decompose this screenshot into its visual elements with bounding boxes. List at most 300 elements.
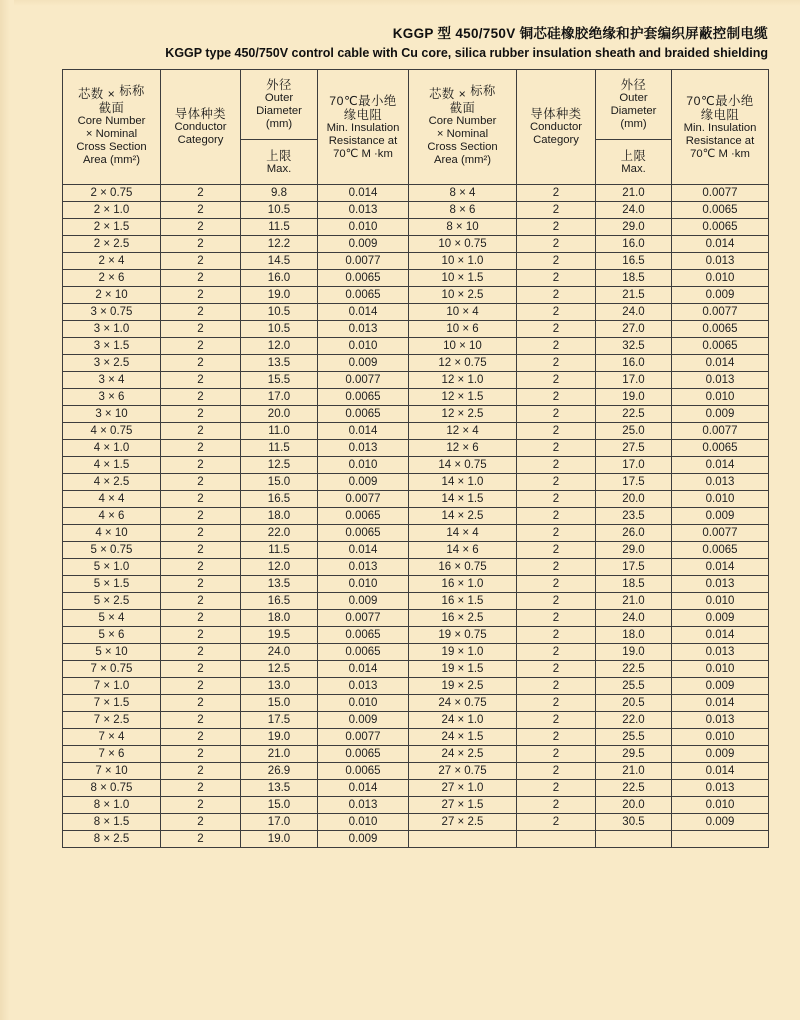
- table-row: [63, 474, 769, 491]
- table-cell: 12.5: [241, 457, 318, 474]
- table-cell: 15.0: [241, 695, 318, 712]
- table-cell: 0.0077: [318, 253, 409, 270]
- table-cell: 13.5: [241, 780, 318, 797]
- table-cell: 0.0065: [672, 542, 769, 559]
- table-cell: 23.5: [596, 508, 672, 525]
- page-title-en: KGGP type 450/750V control cable with Cu core, silica rubber insulation sheath and braided shielding: [165, 46, 768, 60]
- table-cell: 2: [517, 440, 596, 457]
- table-cell: 2: [161, 695, 241, 712]
- table-row: [63, 321, 769, 338]
- table-cell: 0.009: [672, 814, 769, 831]
- table-cell: 18.0: [596, 627, 672, 644]
- table-cell: 27.5: [596, 440, 672, 457]
- table-cell: 0.0065: [672, 219, 769, 236]
- table-cell: 15.0: [241, 797, 318, 814]
- table-cell: 21.5: [596, 287, 672, 304]
- table-cell: 2: [517, 610, 596, 627]
- table-cell: 2: [161, 780, 241, 797]
- table-cell: 0.010: [318, 576, 409, 593]
- table-cell: 0.0077: [318, 491, 409, 508]
- table-cell: 29.0: [596, 542, 672, 559]
- table-cell: 0.013: [672, 372, 769, 389]
- table-cell: 4 × 4: [63, 491, 161, 508]
- header-resistance-left: 70℃最小绝 缘电阻 Min. Insulation Resistance at 70℃ M ·km: [318, 70, 409, 185]
- table-cell: [596, 831, 672, 848]
- table-row: [63, 814, 769, 831]
- table-cell: 12.0: [241, 559, 318, 576]
- table-cell: 27 × 1.5: [409, 797, 517, 814]
- table-row: [63, 338, 769, 355]
- table-cell: 21.0: [596, 593, 672, 610]
- table-cell: 2: [161, 355, 241, 372]
- table-cell: 0.009: [318, 593, 409, 610]
- table-cell: 32.5: [596, 338, 672, 355]
- table-row: [63, 729, 769, 746]
- table-cell: 0.013: [672, 712, 769, 729]
- table-cell: 3 × 4: [63, 372, 161, 389]
- header-resistance-right: 70℃最小绝 缘电阻 Min. Insulation Resistance at 70℃ M ·km: [672, 70, 769, 185]
- table-cell: 2: [517, 525, 596, 542]
- table-cell: 0.010: [672, 270, 769, 287]
- table-cell: 2: [517, 695, 596, 712]
- table-cell: 2: [517, 304, 596, 321]
- table-cell: 0.013: [672, 576, 769, 593]
- table-cell: 2: [161, 406, 241, 423]
- table-header: [63, 70, 769, 185]
- table-cell: 2: [161, 627, 241, 644]
- table-row: [63, 610, 769, 627]
- table-cell: 2: [517, 644, 596, 661]
- table-row: [63, 576, 769, 593]
- table-cell: 0.0077: [672, 423, 769, 440]
- table-cell: 24.0: [241, 644, 318, 661]
- table-cell: 19.0: [241, 287, 318, 304]
- table-cell: 5 × 6: [63, 627, 161, 644]
- table-cell: 0.010: [318, 457, 409, 474]
- table-row: [63, 661, 769, 678]
- table-cell: 0.014: [672, 457, 769, 474]
- table-row: [63, 627, 769, 644]
- table-cell: [672, 831, 769, 848]
- table-cell: 19.0: [241, 831, 318, 848]
- table-cell: 2: [161, 338, 241, 355]
- table-cell: 2: [517, 372, 596, 389]
- table-cell: 2: [161, 678, 241, 695]
- table-cell: 11.5: [241, 219, 318, 236]
- table-cell: 15.0: [241, 474, 318, 491]
- table-cell: 18.0: [241, 508, 318, 525]
- table-cell: 2: [517, 389, 596, 406]
- table-cell: 2: [517, 219, 596, 236]
- table-cell: 0.010: [672, 661, 769, 678]
- table-cell: 2: [161, 797, 241, 814]
- table-cell: 0.010: [318, 695, 409, 712]
- table-cell: 12 × 1.5: [409, 389, 517, 406]
- table-cell: 2: [161, 474, 241, 491]
- table-cell: 2 × 10: [63, 287, 161, 304]
- table-cell: 0.013: [318, 559, 409, 576]
- table-cell: 2: [161, 304, 241, 321]
- table-cell: 12 × 4: [409, 423, 517, 440]
- table-cell: 0.0077: [672, 525, 769, 542]
- table-cell: 0.013: [318, 321, 409, 338]
- table-cell: 16.5: [241, 593, 318, 610]
- table-cell: 0.0065: [318, 627, 409, 644]
- table-cell: 17.5: [241, 712, 318, 729]
- table-cell: 0.0065: [318, 389, 409, 406]
- table-row: [63, 593, 769, 610]
- table-cell: 16 × 0.75: [409, 559, 517, 576]
- table-cell: 0.014: [672, 559, 769, 576]
- table-cell: 2: [517, 406, 596, 423]
- table-cell: 11.5: [241, 440, 318, 457]
- table-cell: 0.009: [318, 355, 409, 372]
- table-cell: 20.0: [596, 797, 672, 814]
- table-cell: 10.5: [241, 321, 318, 338]
- table-cell: 0.014: [672, 236, 769, 253]
- table-cell: 2: [517, 491, 596, 508]
- table-cell: 19.5: [241, 627, 318, 644]
- table-cell: 2: [517, 797, 596, 814]
- table-cell: 9.8: [241, 185, 318, 202]
- cable-spec-table: [62, 69, 769, 848]
- table-cell: 27 × 2.5: [409, 814, 517, 831]
- table-cell: 2: [517, 780, 596, 797]
- table-cell: 0.014: [318, 542, 409, 559]
- table-cell: 2 × 1.5: [63, 219, 161, 236]
- header-outer-max-left: 上限 Max.: [241, 140, 318, 185]
- table-cell: 0.010: [318, 814, 409, 831]
- table-cell: 4 × 1.0: [63, 440, 161, 457]
- table-cell: 2: [517, 661, 596, 678]
- table-cell: 16.0: [241, 270, 318, 287]
- table-cell: 4 × 10: [63, 525, 161, 542]
- table-cell: 24.0: [596, 304, 672, 321]
- table-cell: 0.0065: [318, 644, 409, 661]
- table-row: [63, 236, 769, 253]
- table-cell: 0.009: [672, 287, 769, 304]
- table-cell: 0.009: [672, 678, 769, 695]
- table-cell: 20.5: [596, 695, 672, 712]
- table-cell: 2: [161, 236, 241, 253]
- table-cell: 24 × 0.75: [409, 695, 517, 712]
- table-cell: 2: [517, 746, 596, 763]
- table-cell: 0.013: [318, 797, 409, 814]
- table-cell: 2: [161, 457, 241, 474]
- table-cell: 8 × 4: [409, 185, 517, 202]
- table-cell: 0.009: [672, 610, 769, 627]
- table-cell: 11.5: [241, 542, 318, 559]
- table-row: [63, 678, 769, 695]
- table-row: [63, 270, 769, 287]
- table-cell: 2: [517, 202, 596, 219]
- table-cell: 18.0: [241, 610, 318, 627]
- table-cell: 0.013: [672, 780, 769, 797]
- table-cell: 3 × 0.75: [63, 304, 161, 321]
- table-cell: 5 × 2.5: [63, 593, 161, 610]
- table-row: [63, 372, 769, 389]
- table-cell: 25.0: [596, 423, 672, 440]
- table-cell: 2: [517, 729, 596, 746]
- table-cell: 25.5: [596, 678, 672, 695]
- header-core-left: 芯数 × 标称 截面 Core Number × Nominal Cross Section Area (mm²): [63, 70, 161, 185]
- table-cell: 19 × 0.75: [409, 627, 517, 644]
- table-cell: 22.5: [596, 406, 672, 423]
- table-cell: 18.5: [596, 576, 672, 593]
- table-cell: 14 × 1.0: [409, 474, 517, 491]
- table-cell: 0.0065: [318, 763, 409, 780]
- table-cell: 12 × 1.0: [409, 372, 517, 389]
- table-cell: 30.5: [596, 814, 672, 831]
- table-cell: 0.013: [318, 440, 409, 457]
- table-row: [63, 712, 769, 729]
- table-cell: 20.0: [241, 406, 318, 423]
- header-outer-right: 外径 Outer Diameter (mm): [596, 70, 672, 140]
- table-cell: 2: [161, 253, 241, 270]
- table-cell: 0.0077: [318, 372, 409, 389]
- table-cell: 16.0: [596, 236, 672, 253]
- table-cell: 2: [517, 185, 596, 202]
- table-row: [63, 304, 769, 321]
- table-cell: 15.5: [241, 372, 318, 389]
- table-cell: 0.013: [672, 644, 769, 661]
- table-cell: 2 × 2.5: [63, 236, 161, 253]
- table-cell: 2: [517, 542, 596, 559]
- table-cell: 12.0: [241, 338, 318, 355]
- table-cell: 10.5: [241, 304, 318, 321]
- table-cell: 16 × 1.5: [409, 593, 517, 610]
- table-cell: 2: [517, 287, 596, 304]
- table-cell: 2: [161, 508, 241, 525]
- table-cell: 19 × 1.0: [409, 644, 517, 661]
- table-cell: 3 × 1.0: [63, 321, 161, 338]
- table-cell: 2: [161, 712, 241, 729]
- table-cell: 2: [517, 253, 596, 270]
- table-row: [63, 355, 769, 372]
- table-cell: 0.0065: [318, 746, 409, 763]
- header-outer-left: 外径 Outer Diameter (mm): [241, 70, 318, 140]
- table-cell: 16.0: [596, 355, 672, 372]
- table-cell: 2: [517, 321, 596, 338]
- table-cell: 0.010: [318, 338, 409, 355]
- table-cell: 0.014: [318, 423, 409, 440]
- table-cell: 19.0: [241, 729, 318, 746]
- table-cell: 2 × 0.75: [63, 185, 161, 202]
- table-cell: 0.0065: [672, 338, 769, 355]
- table-cell: 27 × 0.75: [409, 763, 517, 780]
- table-row: [63, 423, 769, 440]
- table-cell: 22.5: [596, 780, 672, 797]
- table-row: [63, 491, 769, 508]
- table-cell: 2: [517, 474, 596, 491]
- table-cell: 0.009: [672, 406, 769, 423]
- table-cell: 11.0: [241, 423, 318, 440]
- table-cell: 22.0: [596, 712, 672, 729]
- table-cell: 2: [161, 559, 241, 576]
- table-cell: 0.009: [318, 236, 409, 253]
- table-cell: 8 × 1.5: [63, 814, 161, 831]
- table-cell: 10 × 1.0: [409, 253, 517, 270]
- table-cell: 10 × 2.5: [409, 287, 517, 304]
- table-row: [63, 780, 769, 797]
- table-row: [63, 542, 769, 559]
- table-cell: 7 × 1.5: [63, 695, 161, 712]
- table-cell: 2: [161, 372, 241, 389]
- table-cell: 2: [161, 593, 241, 610]
- table-row: [63, 746, 769, 763]
- table-cell: 12 × 6: [409, 440, 517, 457]
- table-cell: 0.0077: [318, 610, 409, 627]
- table-cell: 16 × 2.5: [409, 610, 517, 627]
- table-cell: 0.014: [318, 304, 409, 321]
- table-cell: 0.0065: [318, 508, 409, 525]
- table-cell: 2: [161, 763, 241, 780]
- table-cell: 0.014: [318, 185, 409, 202]
- table-cell: 3 × 6: [63, 389, 161, 406]
- table-cell: 0.014: [318, 661, 409, 678]
- table-cell: 22.0: [241, 525, 318, 542]
- table-cell: 2: [161, 270, 241, 287]
- table-cell: 5 × 4: [63, 610, 161, 627]
- table-cell: 5 × 0.75: [63, 542, 161, 559]
- table-cell: 21.0: [596, 763, 672, 780]
- table-cell: 2: [517, 593, 596, 610]
- table-cell: 0.010: [672, 797, 769, 814]
- table-cell: 2: [517, 712, 596, 729]
- table-cell: 2: [161, 729, 241, 746]
- table-cell: 10 × 1.5: [409, 270, 517, 287]
- table-cell: 0.014: [672, 355, 769, 372]
- page: [62, 0, 768, 848]
- table-cell: 0.014: [318, 780, 409, 797]
- table-cell: 21.0: [596, 185, 672, 202]
- table-cell: 5 × 1.5: [63, 576, 161, 593]
- table-cell: 12.5: [241, 661, 318, 678]
- table-cell: 2: [517, 270, 596, 287]
- table-cell: 17.0: [241, 814, 318, 831]
- table-cell: 5 × 1.0: [63, 559, 161, 576]
- table-cell: 2: [161, 423, 241, 440]
- table-row: [63, 695, 769, 712]
- table-cell: 4 × 2.5: [63, 474, 161, 491]
- table-cell: 2: [161, 202, 241, 219]
- table-cell: 13.0: [241, 678, 318, 695]
- table-row: [63, 406, 769, 423]
- table-row: [63, 559, 769, 576]
- table-cell: 0.0065: [318, 287, 409, 304]
- table-cell: 12 × 2.5: [409, 406, 517, 423]
- table-cell: 0.0065: [672, 440, 769, 457]
- table-cell: 7 × 2.5: [63, 712, 161, 729]
- table-cell: 0.0065: [318, 525, 409, 542]
- table-cell: 2 × 6: [63, 270, 161, 287]
- table-cell: 0.0065: [672, 321, 769, 338]
- table-cell: 14 × 4: [409, 525, 517, 542]
- table-cell: 14.5: [241, 253, 318, 270]
- table-cell: 8 × 10: [409, 219, 517, 236]
- table-cell: 0.010: [318, 219, 409, 236]
- table-cell: 14 × 0.75: [409, 457, 517, 474]
- table-cell: 0.010: [672, 491, 769, 508]
- table-cell: 2: [161, 610, 241, 627]
- table-cell: 0.014: [672, 695, 769, 712]
- table-cell: 24.0: [596, 202, 672, 219]
- table-cell: 19 × 1.5: [409, 661, 517, 678]
- table-cell: 7 × 1.0: [63, 678, 161, 695]
- table-cell: 0.010: [672, 593, 769, 610]
- table-cell: 3 × 10: [63, 406, 161, 423]
- table-cell: 2: [517, 627, 596, 644]
- table-cell: 24 × 1.0: [409, 712, 517, 729]
- table-cell: 2: [161, 491, 241, 508]
- table-cell: 26.0: [596, 525, 672, 542]
- table-cell: 10 × 6: [409, 321, 517, 338]
- table-cell: 0.010: [672, 729, 769, 746]
- table-cell: 22.5: [596, 661, 672, 678]
- table-cell: 13.5: [241, 355, 318, 372]
- table-row: [63, 644, 769, 661]
- table-cell: 0.014: [672, 763, 769, 780]
- table-cell: 2 × 1.0: [63, 202, 161, 219]
- table-row: [63, 253, 769, 270]
- page-title-cn: KGGP 型 450/750V 铜芯硅橡胶绝缘和护套编织屏蔽控制电缆: [392, 26, 768, 41]
- table-cell: 2: [517, 763, 596, 780]
- table-cell: 2: [517, 678, 596, 695]
- table-cell: 0.010: [672, 389, 769, 406]
- table-cell: 19.0: [596, 644, 672, 661]
- table-cell: 2: [161, 525, 241, 542]
- table-cell: 29.5: [596, 746, 672, 763]
- table-cell: 17.5: [596, 474, 672, 491]
- table-cell: 2: [517, 355, 596, 372]
- table-cell: 0.009: [672, 746, 769, 763]
- table-cell: 7 × 0.75: [63, 661, 161, 678]
- table-row: [63, 831, 769, 848]
- table-row: [63, 287, 769, 304]
- table-cell: 7 × 6: [63, 746, 161, 763]
- table-cell: 0.0065: [318, 406, 409, 423]
- table-cell: 10 × 0.75: [409, 236, 517, 253]
- table-cell: 2: [517, 559, 596, 576]
- table-cell: 29.0: [596, 219, 672, 236]
- table-cell: 24.0: [596, 610, 672, 627]
- table-cell: 0.0065: [318, 270, 409, 287]
- table-cell: 3 × 2.5: [63, 355, 161, 372]
- table-cell: 10 × 4: [409, 304, 517, 321]
- table-cell: 7 × 4: [63, 729, 161, 746]
- table-cell: 2: [517, 236, 596, 253]
- table-cell: 14 × 2.5: [409, 508, 517, 525]
- header-core-right: 芯数 × 标称 截面 Core Number × Nominal Cross Section Area (mm²): [409, 70, 517, 185]
- table-cell: 27.0: [596, 321, 672, 338]
- table-cell: 0.014: [672, 627, 769, 644]
- table-cell: 2: [161, 440, 241, 457]
- table-cell: 2: [161, 542, 241, 559]
- table-cell: 2: [161, 389, 241, 406]
- table-cell: 2: [517, 423, 596, 440]
- table-cell: 2: [161, 576, 241, 593]
- header-conductor-left: 导体种类 Conductor Category: [161, 70, 241, 185]
- table-cell: 2: [161, 321, 241, 338]
- table-cell: 0.009: [318, 831, 409, 848]
- table-cell: 24 × 2.5: [409, 746, 517, 763]
- table-cell: 0.013: [318, 678, 409, 695]
- table-cell: 20.0: [596, 491, 672, 508]
- table-cell: 25.5: [596, 729, 672, 746]
- table-cell: 24 × 1.5: [409, 729, 517, 746]
- table-cell: [517, 831, 596, 848]
- table-cell: 2 × 4: [63, 253, 161, 270]
